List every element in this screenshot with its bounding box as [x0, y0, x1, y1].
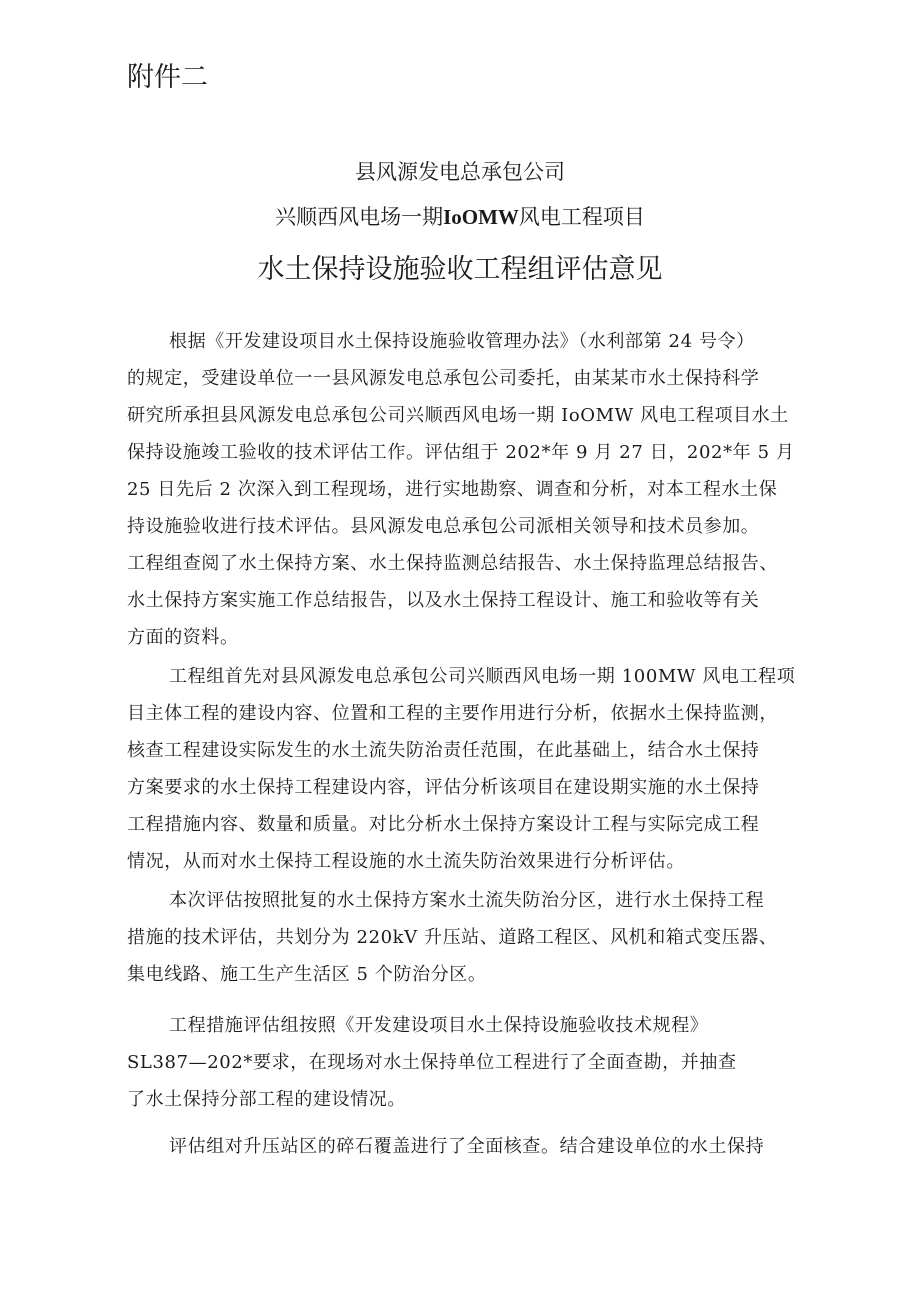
paragraph-3: [127, 882, 827, 993]
title-project-capacity: IoOMW: [443, 205, 519, 229]
body-line: 保持设施竣工验收的技术评估工作。评估组于 202*年 9 月 27 日，202*年 5 月: [127, 442, 795, 463]
body-line: 的规定，受建设单位一一县风源发电总承包公司委托，由某某市水土保持科学: [127, 368, 760, 389]
body-line: 根据《开发建设项目水土保持设施验收管理办法》（水利部第 24 号令）: [169, 331, 755, 352]
body-line: SL387—202*要求，在现场对水土保持单位工程进行了全面查勘，并抽查: [127, 1052, 737, 1073]
body-line: 持设施验收进行技术评估。县风源发电总承包公司派相关领导和技术员参加。: [127, 516, 760, 537]
body-line: 方面的资料。: [127, 627, 239, 648]
body-line: 25 日先后 2 次深入到工程现场，进行实地勘察、调查和分析，对本工程水土保: [127, 479, 778, 500]
paragraph-5: [127, 1128, 827, 1165]
title-project-prefix: 兴顺西风电场一期: [275, 205, 444, 229]
body-line: 了水土保持分部工程的建设情况。: [127, 1089, 406, 1110]
body-line: 评估组对升压站区的碎石覆盖进行了全面核查。结合建设单位的水土保持: [169, 1136, 765, 1157]
body-line: 情况，从而对水土保持工程设施的水土流失防治效果进行分析评估。: [127, 851, 685, 872]
title-project-suffix: 风电工程项目: [518, 205, 645, 229]
body-line: 工程措施评估组按照《开发建设项目水土保持设施验收技术规程》: [169, 1015, 709, 1036]
body-line: 方案要求的水土保持工程建设内容，评估分析该项目在建设期实施的水土保持: [127, 777, 760, 798]
document-title: 水土保持设施验收工程组评估意见: [257, 254, 663, 285]
body-line: 工程组首先对县风源发电总承包公司兴顺西风电场一期 100MW 风电工程项: [169, 666, 796, 687]
body-line: 措施的技术评估，共划分为 220kV 升压站、道路工程区、风机和箱式变压器、: [127, 927, 778, 948]
body-line: 工程组查阅了水土保持方案、水土保持监测总结报告、水土保持监理总结报告、: [127, 553, 778, 574]
body-line: 水土保持方案实施工作总结报告，以及水土保持工程设计、施工和验收等有关: [127, 590, 760, 611]
paragraph-4: [127, 1007, 827, 1118]
body-line: 研究所承担县风源发电总承包公司兴顺西风电场一期 IoOMW 风电工程项目水土: [127, 405, 789, 426]
paragraph-1: [127, 323, 827, 656]
body-line: 集电线路、施工生产生活区 5 个防治分区。: [127, 964, 487, 985]
body-line: 工程措施内容、数量和质量。对比分析水土保持方案设计工程与实际完成工程: [127, 814, 760, 835]
body-line: 本次评估按照批复的水土保持方案水土流失防治分区，进行水土保持工程: [169, 890, 765, 911]
attachment-label: 附件二: [127, 62, 208, 93]
title-company: 县风源发电总承包公司: [355, 160, 565, 184]
document-body: [127, 323, 827, 1165]
body-line: 核查工程建设实际发生的水土流失防治责任范围，在此基础上，结合水土保持: [127, 740, 760, 761]
body-line: 目主体工程的建设内容、位置和工程的主要作用进行分析，依据水土保持监测，: [127, 703, 778, 724]
paragraph-2: [127, 658, 827, 880]
title-project: [0, 200, 920, 234]
